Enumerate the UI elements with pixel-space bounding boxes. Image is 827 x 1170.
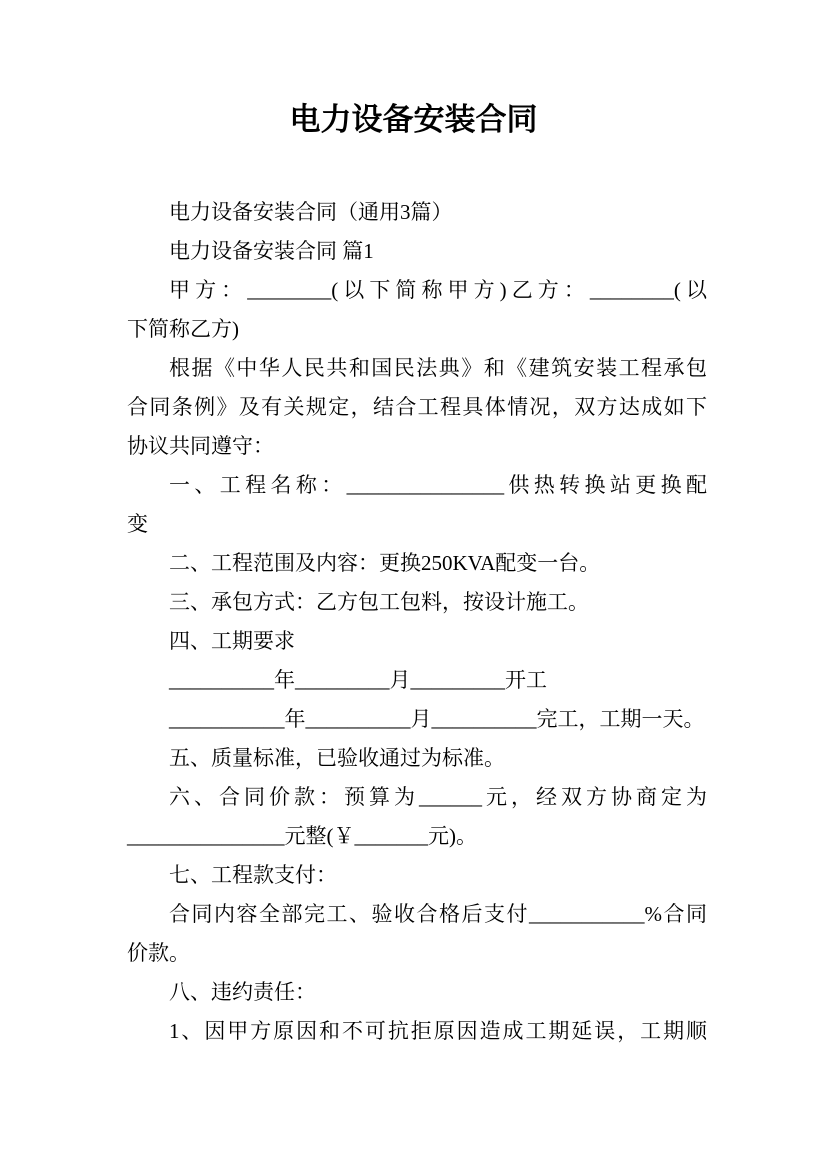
text-line: 三、承包方式：乙方包工包料，按设计施工。 [169, 590, 589, 614]
text-line: 变 [127, 512, 148, 536]
text-line: _______________元整(￥_______元)。 [127, 824, 477, 848]
text-line: 1、因甲方原因和不可抗拒原因造成工期延误，工期顺 [169, 1019, 707, 1043]
text-line: 价款。 [127, 941, 190, 965]
text-line: 二、工程范围及内容：更换250KVA配变一台。 [169, 551, 601, 575]
text-line: 六、合同价款：预算为______元，经双方协商定为 [169, 785, 707, 809]
text-line: 下简称乙方) [127, 317, 239, 341]
text-line: 八、违约责任： [169, 980, 316, 1004]
text-line: ___________年__________月__________完工，工期一天。 [169, 707, 705, 731]
document-title: 电力设备安装合同 [289, 102, 538, 137]
text-line: __________年_________月_________开工 [169, 668, 547, 692]
text-line: 四、工期要求 [169, 629, 295, 653]
text-line: 合同条例》及有关规定，结合工程具体情况，双方达成如下 [127, 395, 707, 419]
text-line: 电力设备安装合同（通用3篇） [169, 200, 453, 224]
text-line: 根据《中华人民共和国民法典》和《建筑安装工程承包 [169, 356, 707, 380]
text-line: 甲方：________(以下简称甲方)乙方：________(以 [169, 278, 707, 302]
text-line: 一、工程名称：_______________供热转换站更换配 [169, 473, 707, 497]
text-line: 协议共同遵守： [127, 434, 274, 458]
text-line: 五、质量标准，已验收通过为标准。 [169, 746, 505, 770]
document-body [127, 193, 707, 1051]
text-line: 合同内容全部完工、验收合格后支付___________%合同 [169, 902, 707, 926]
text-line: 七、工程款支付： [169, 863, 337, 887]
text-line: 电力设备安装合同 篇1 [169, 239, 374, 263]
